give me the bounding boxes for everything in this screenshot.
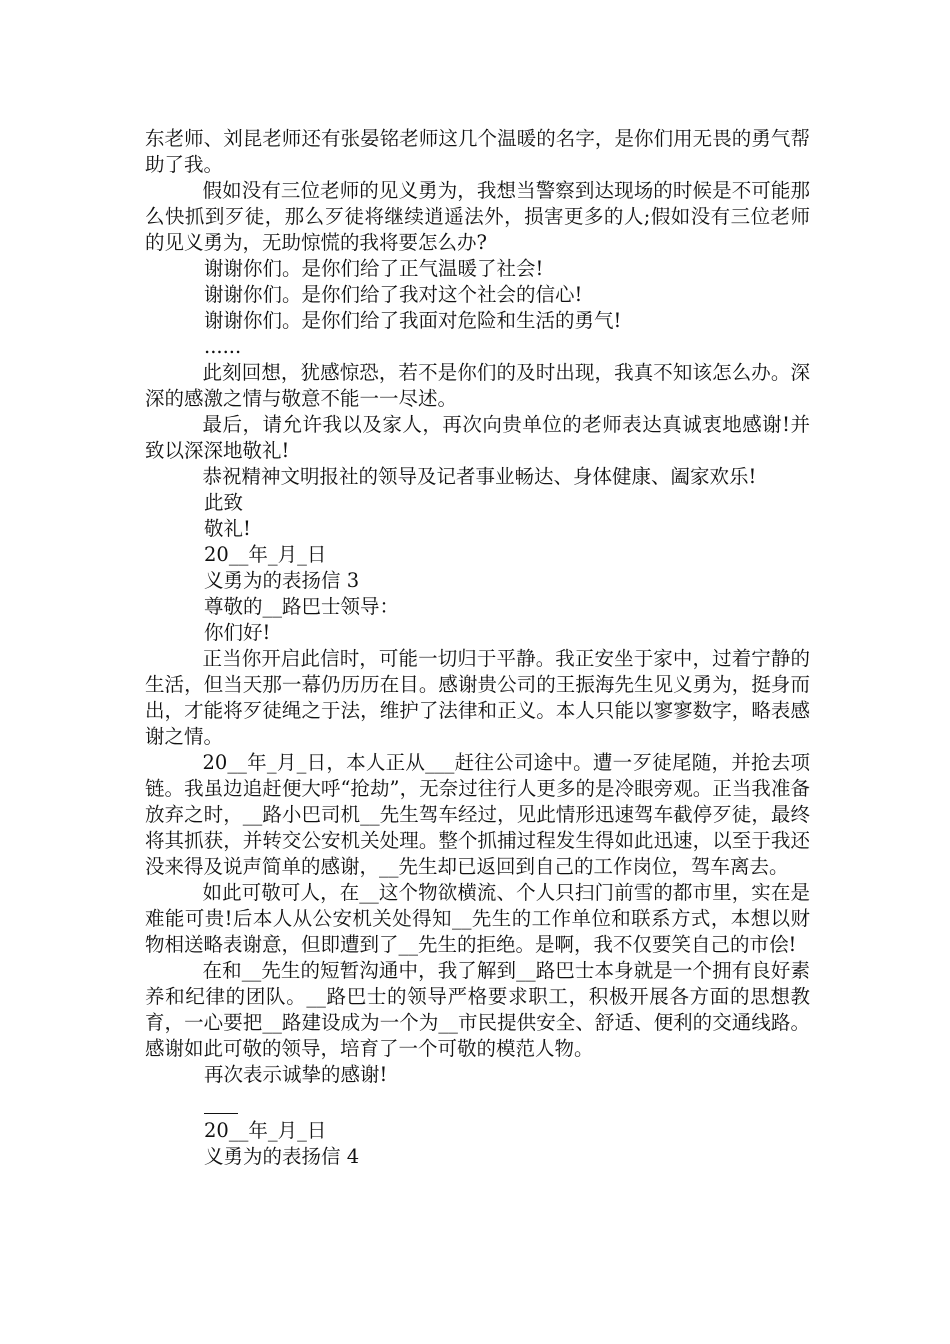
signature-blank-line (145, 1088, 810, 1118)
date-line: 20__年_月_日 (204, 543, 327, 566)
paragraph: 正当你开启此信时，可能一切归于平静。我正安坐于家中，过着宁静的生活，但当天那一幕仍历历在目。感谢贵公司的王振海先生见义勇为，挺身而出，才能将歹徒绳之于法，维护了法律和正义。本人只能以寥寥数字，略表感谢之情。 (145, 647, 810, 748)
document-body (145, 126, 810, 1170)
paragraph: 此刻回想，犹感惊恐，若不是你们的及时出现，我真不知该怎么办。深深的感激之情与敬意不能一一尽述。 (145, 361, 810, 410)
paragraph: 在和__先生的短暂沟通中，我了解到__路巴士本身就是一个拥有良好素养和纪律的团队。__路巴士的领导严格要求职工，积极开展各方面的思想教育，一心要把__路建设成为一个为__市民提供安全、舒适、便利的交通线路。感谢如此可敬的领导，培育了一个可敬的模范人物。 (145, 959, 810, 1060)
paragraph: 最后，请允许我以及家人，再次向贵单位的老师表达真诚衷地感谢!并致以深深地敬礼! (145, 413, 810, 462)
section-title: 义勇为的表扬信 4 (204, 1145, 360, 1168)
paragraph: 谢谢你们。是你们给了我对这个社会的信心! (204, 283, 583, 306)
greeting: 你们好! (204, 621, 271, 644)
closing-thanks: 再次表示诚挚的感谢! (204, 1063, 388, 1086)
paragraph: 谢谢你们。是你们给了正气温暖了社会! (204, 257, 544, 280)
underline (204, 1113, 238, 1114)
paragraph: 假如没有三位老师的见义勇为，我想当警察到达现场的时候是不可能那么快抓到歹徒，那么歹徒将继续逍遥法外，损害更多的人;假如没有三位老师的见义勇为，无助惊慌的我将要怎么办? (145, 179, 810, 254)
closing-salutation: 敬礼! (204, 517, 251, 540)
paragraph: 20__年_月_日，本人正从___赶往公司途中。遭一歹徒尾随，并抢去项链。我虽边追赶便大呼“抢劫”，无奈过往行人更多的是冷眼旁观。正当我准备放弃之时，__路小巴司机__先生驾车经过，见此情形迅速驾车截停歹徒，最终将其抓获，并转交公安机关处理。整个抓捕过程发生得如此迅速，以至于我还没来得及说声简单的感谢，__先生却已返回到自己的工作岗位，驾车离去。 (145, 751, 810, 878)
date-line: 20__年_月_日 (204, 1119, 327, 1142)
section-title: 义勇为的表扬信 3 (204, 569, 360, 592)
closing-salutation: 此致 (204, 491, 244, 514)
paragraph: 恭祝精神文明报社的领导及记者事业畅达、身体健康、阖家欢乐! (202, 465, 757, 488)
paragraph: 东老师、刘昆老师还有张晏铭老师这几个温暖的名字，是你们用无畏的勇气帮助了我。 (145, 127, 810, 176)
paragraph: 谢谢你们。是你们给了我面对危险和生活的勇气! (204, 309, 622, 332)
paragraph: 如此可敬可人，在__这个物欲横流、个人只扫门前雪的都市里，实在是难能可贵!后本人从公安机关处得知__先生的工作单位和联系方式，本想以财物相送略表谢意，但即遭到了__先生的拒绝。是啊，我不仅要笑自己的市侩! (145, 881, 810, 956)
greeting: 尊敬的__路巴士领导： (204, 595, 400, 618)
ellipsis-line: ...... (204, 335, 242, 358)
